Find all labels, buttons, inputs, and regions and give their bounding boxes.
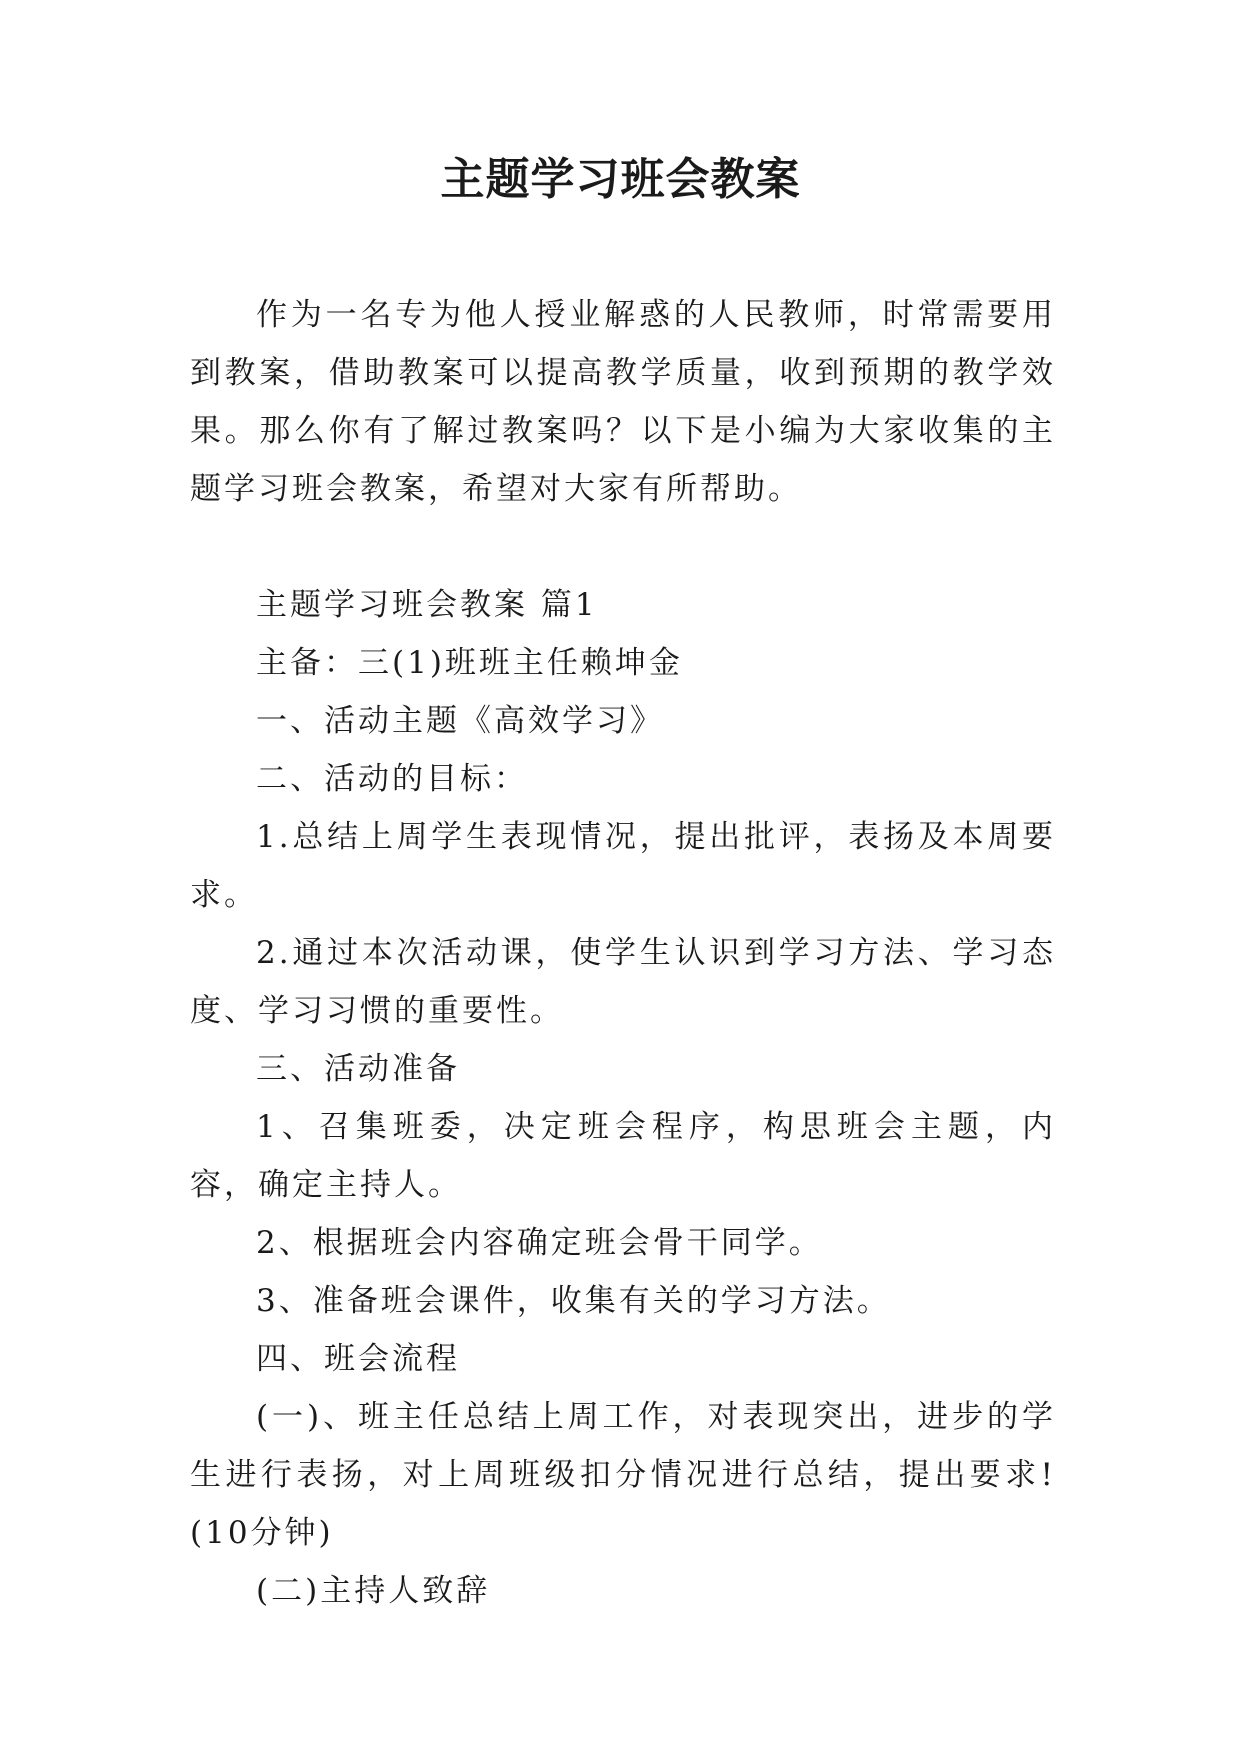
activity-goals-heading: 二、活动的目标： bbox=[256, 761, 528, 797]
intro-paragraph: 作为一名专为他人授业解惑的人民教师，时常需要用到教案，借助教案可以提高教学质量，收到预期的教学效果。那么你有了解过教案吗？以下是小编为大家收集的主题学习班会教案，希望对大家有所帮助。 bbox=[190, 297, 1056, 507]
goal-item-2: 2.通过本次活动课，使学生认识到学习方法、学习态度、学习习惯的重要性。 bbox=[190, 935, 1056, 1029]
preparation-heading: 三、活动准备 bbox=[256, 1051, 460, 1087]
document-title: 主题学习班会教案 bbox=[440, 154, 801, 205]
process-heading: 四、班会流程 bbox=[256, 1341, 460, 1377]
section-heading-part1: 主题学习班会教案 篇1 bbox=[256, 587, 598, 623]
process-step-1: (一)、班主任总结上周工作，对表现突出，进步的学生进行表扬，对上周班级扣分情况进行总结，提出要求!(10分钟) bbox=[190, 1399, 1056, 1551]
author-line: 主备：三(1)班班主任赖坤金 bbox=[256, 645, 683, 681]
preparation-item-2: 2、根据班会内容确定班会骨干同学。 bbox=[256, 1225, 823, 1261]
preparation-item-3: 3、准备班会课件，收集有关的学习方法。 bbox=[256, 1283, 891, 1319]
process-step-2: (二)主持人致辞 bbox=[256, 1573, 491, 1609]
preparation-item-1: 1、召集班委，决定班会程序，构思班会主题，内容，确定主持人。 bbox=[190, 1109, 1056, 1203]
activity-theme: 一、活动主题《高效学习》 bbox=[256, 703, 664, 739]
goal-item-1: 1.总结上周学生表现情况，提出批评，表扬及本周要求。 bbox=[190, 819, 1056, 913]
document-body bbox=[190, 286, 1056, 1620]
